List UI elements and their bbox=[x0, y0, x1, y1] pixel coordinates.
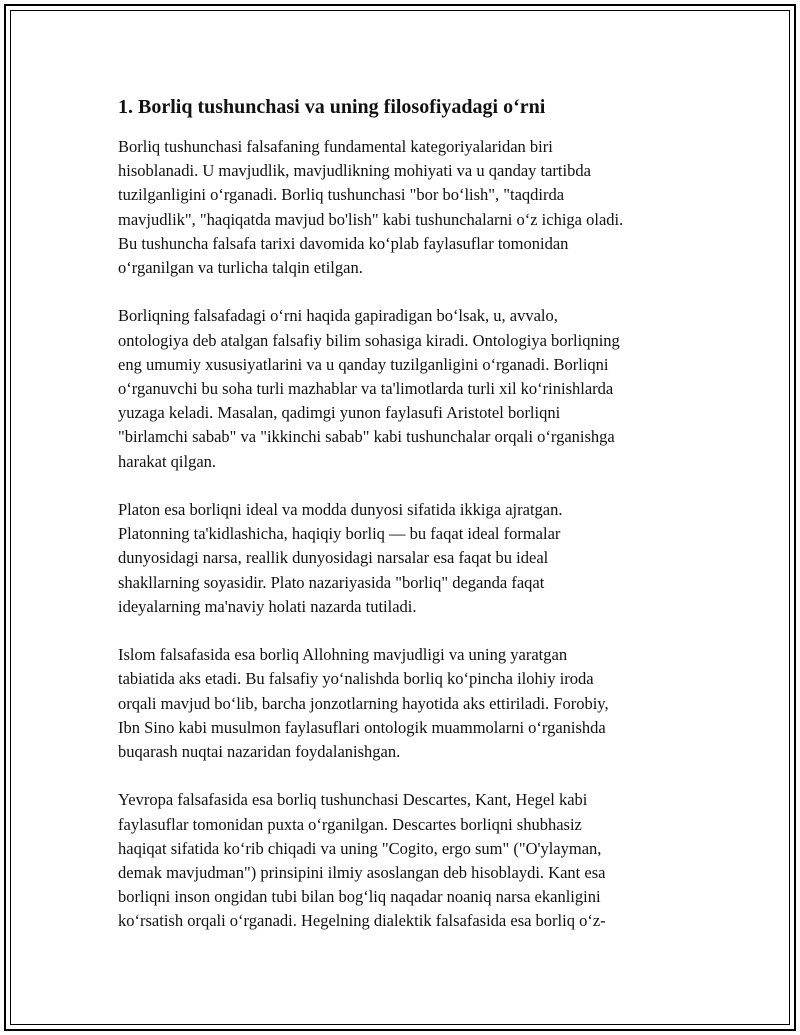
paragraph-line: Ibn Sino kabi musulmon faylasuflari ontologik muammolarni o‘rganishda bbox=[118, 717, 606, 737]
paragraph-line: mavjudlik", "haqiqatda mavjud bo'lish" kabi tushunchalarni o‘z ichiga oladi. bbox=[118, 209, 624, 229]
paragraph-line: shakllarning soyasidir. Plato nazariyasida "borliq" deganda faqat bbox=[118, 572, 545, 592]
paragraph-line: harakat qilgan. bbox=[118, 451, 217, 471]
paragraph-line: tabiatida aks etadi. Bu falsafiy yo‘nalishda borliq ko‘pincha ilohiy iroda bbox=[118, 669, 594, 689]
paragraph-2 bbox=[118, 304, 688, 473]
paragraph-line: o‘rganilgan va turlicha talqin etilgan. bbox=[118, 258, 363, 278]
paragraph-5 bbox=[118, 788, 688, 933]
paragraph-line: ideyalarning ma'naviy holati nazarda tutiladi. bbox=[118, 596, 417, 616]
paragraph-line: dunyosidagi narsa, reallik dunyosidagi narsalar esa faqat bu ideal bbox=[118, 548, 549, 568]
paragraph-line: Yevropa falsafasida esa borliq tushunchasi Descartes, Kant, Hegel kabi bbox=[118, 790, 588, 810]
paragraph-line: yuzaga keladi. Masalan, qadimgi yunon faylasufi Aristotel borliqni bbox=[118, 403, 561, 423]
paragraph-line: orqali mavjud bo‘lib, barcha jonzotlarning hayotida aks ettiriladi. Forobiy, bbox=[118, 693, 609, 713]
paragraph-line: haqiqat sifatida ko‘rib chiqadi va uning "Cogito, ergo sum" ("O'ylayman, bbox=[118, 838, 602, 858]
paragraph-line: faylasuflar tomonidan puxta o‘rganilgan. Descartes borliqni shubhasiz bbox=[118, 814, 582, 834]
paragraph-1 bbox=[118, 135, 688, 280]
paragraph-3 bbox=[118, 498, 688, 619]
paragraph-line: borliqni inson ongidan tubi bilan bog‘liq naqadar noaniq narsa ekanligini bbox=[118, 887, 601, 907]
paragraph-4 bbox=[118, 643, 688, 764]
paragraph-line: demak mavjudman") prinsipini ilmiy asoslangan deb hisoblaydi. Kant esa bbox=[118, 863, 606, 883]
section-title: 1. Borliq tushunchasi va uning filosofiyadagi o‘rni bbox=[118, 96, 546, 118]
document-body bbox=[118, 93, 688, 958]
paragraph-line: ko‘rsatish orqali o‘rganadi. Hegelning dialektik falsafasida esa borliq o‘z- bbox=[118, 911, 606, 931]
paragraph-line: buqarash nuqtai nazaridan foydalanishgan. bbox=[118, 742, 401, 762]
paragraph-line: tuzilganligini o‘rganadi. Borliq tushunchasi "bor bo‘lish", "taqdirda bbox=[118, 185, 565, 205]
paragraph-line: Platonning ta'kidlashicha, haqiqiy borliq — bu faqat ideal formalar bbox=[118, 524, 561, 544]
paragraph-line: Borliqning falsafadagi o‘rni haqida gapiradigan bo‘lsak, u, avvalo, bbox=[118, 306, 558, 326]
paragraph-line: o‘rganuvchi bu soha turli mazhablar va ta'limotlarda turli xil ko‘rinishlarda bbox=[118, 379, 614, 399]
paragraph-line: hisoblanadi. U mavjudlik, mavjudlikning mohiyati va u qanday tartibda bbox=[118, 161, 591, 181]
paragraph-line: eng umumiy xususiyatlarini va u qanday tuzilganligini o‘rganadi. Borliqni bbox=[118, 354, 609, 374]
paragraph-line: Borliq tushunchasi falsafaning fundamental kategoriyalaridan biri bbox=[118, 137, 553, 156]
paragraph-line: Bu tushuncha falsafa tarixi davomida ko‘plab faylasuflar tomonidan bbox=[118, 233, 569, 253]
paragraph-line: Platon esa borliqni ideal va modda dunyosi sifatida ikkiga ajratgan. bbox=[118, 500, 563, 520]
paragraph-line: ontologiya deb atalgan falsafiy bilim sohasiga kiradi. Ontologiya borliqning bbox=[118, 330, 620, 350]
paragraph-line: "birlamchi sabab" va "ikkinchi sabab" kabi tushunchalar orqali o‘rganishga bbox=[118, 427, 615, 447]
paragraph-line: Islom falsafasida esa borliq Allohning mavjudligi va uning yaratgan bbox=[118, 645, 568, 665]
